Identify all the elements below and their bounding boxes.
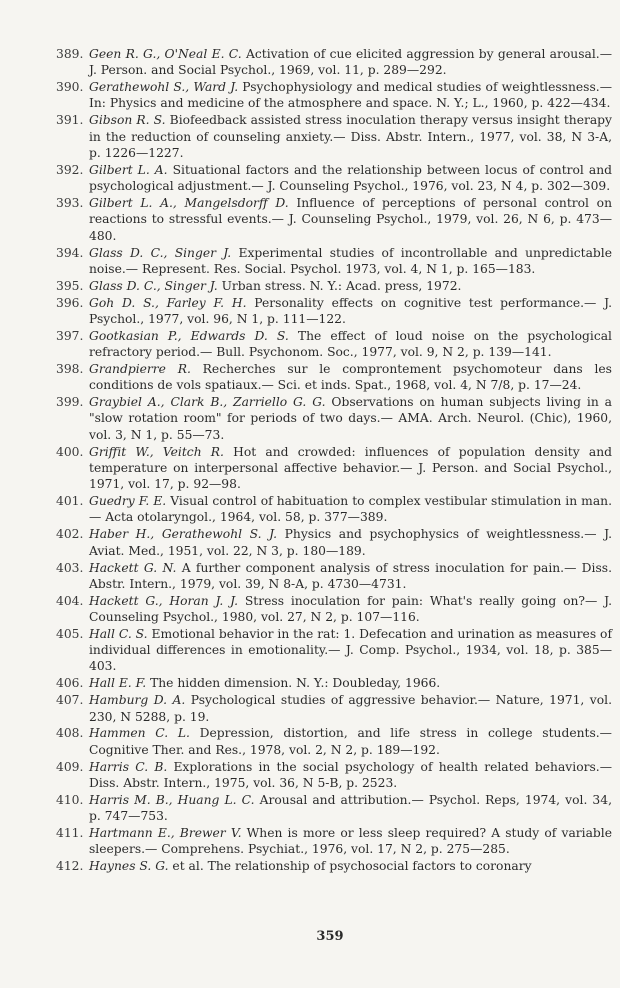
reference-body: Emotional behavior in the rat: 1. Defecation and urination as measures of individual differences in emotionality.— J. Comp. Psychol., 1934, vol. 18, p. 385—403. bbox=[89, 626, 613, 674]
reference-entry bbox=[56, 162, 612, 195]
reference-body: When is more or less sleep required? A study of variable sleepers.— Comprehens. Psychiat., 1976, vol. 17, N 2, p. 275—285. bbox=[89, 826, 612, 857]
reference-number: 410. bbox=[56, 792, 84, 807]
reference-authors: Hall C. S. bbox=[89, 626, 148, 641]
reference-body: Influence of perceptions of personal control on reactions to stressful events.— J. Counseling Psychol., 1979, vol. 26, N 6, p. 473—480. bbox=[89, 196, 613, 243]
reference-text bbox=[89, 858, 612, 874]
reference-body: Visual control of habituation to complex vestibular stimulation in man.— Acta otolaryngol., 1964, vol. 58, p. 377—389. bbox=[89, 494, 612, 525]
reference-authors: Grandpierre R. bbox=[89, 361, 191, 376]
reference-entry bbox=[56, 858, 612, 874]
reference-body: Situational factors and the relationship between locus of control and psychological adjustment.— J. Counseling Psychol., 1976, vol. 23, N 4, p. 302—309. bbox=[89, 162, 613, 194]
reference-body: Stress inoculation for pain: What's really going on?— J. Counseling Psychol., 1980, vol. 27, N 2, p. 107—116. bbox=[89, 593, 612, 624]
reference-body: Personality effects on cognitive test performance.— J. Psychol., 1977, vol. 96, N 1, p. 111—122. bbox=[89, 295, 613, 326]
reference-body: The hidden dimension. N. Y.: Doubleday, 1966. bbox=[146, 676, 441, 691]
reference-text bbox=[89, 593, 612, 626]
reference-body: Biofeedback assisted stress inoculation therapy versus insight therapy in the reduction of counseling anxiety.— Diss. Abstr. Intern., 1977, vol. 38, N 3-A, p. 1226—1227. bbox=[89, 113, 612, 160]
reference-number: 400. bbox=[56, 444, 84, 459]
reference-entry bbox=[56, 526, 612, 559]
reference-number: 405. bbox=[56, 626, 84, 641]
reference-text bbox=[89, 493, 612, 526]
reference-entry bbox=[56, 493, 612, 526]
reference-number: 407. bbox=[56, 693, 84, 708]
reference-text bbox=[89, 245, 612, 278]
reference-entry bbox=[56, 825, 612, 858]
reference-number: 394. bbox=[56, 245, 84, 260]
reference-number: 398. bbox=[56, 361, 84, 376]
reference-entry bbox=[56, 675, 612, 691]
reference-authors: Hammen C. L. bbox=[89, 726, 190, 741]
reference-entry bbox=[56, 593, 612, 626]
reference-body: Psychological studies of aggressive behavior.— Nature, 1971, vol. 230, N 5288, p. 19. bbox=[89, 693, 612, 724]
reference-number: 404. bbox=[56, 593, 84, 608]
reference-authors: Griffit W., Veitch R. bbox=[89, 444, 224, 459]
reference-text bbox=[89, 112, 612, 161]
reference-authors: Gilbert L. A. bbox=[89, 162, 168, 177]
reference-authors: Haber H., Gerathewohl S. J. bbox=[89, 527, 278, 542]
reference-authors: Hackett G. N. bbox=[89, 560, 177, 575]
reference-body: Arousal and attribution.— Psychol. Reps, 1974, vol. 34, p. 747—753. bbox=[89, 792, 612, 824]
reference-text bbox=[89, 675, 612, 691]
reference-text bbox=[89, 162, 612, 195]
reference-number: 389. bbox=[56, 47, 84, 61]
reference-entry bbox=[56, 295, 612, 328]
reference-text bbox=[89, 278, 612, 294]
reference-body: Recherches sur le comprontement psychomoteur dans les conditions de vols spatiaux.— Sci. et inds. Spat., 1968, vol. 4, N 7/8, p. 17—24. bbox=[89, 361, 612, 393]
page-number: 359 bbox=[316, 929, 344, 944]
reference-body: Explorations in the social psychology of health related behaviors.— Diss. Abstr. Intern., 1975, vol. 36, N 5-B, p. 2523. bbox=[89, 759, 612, 790]
reference-entry bbox=[56, 725, 612, 758]
reference-entry bbox=[56, 394, 612, 443]
reference-entry bbox=[56, 444, 612, 493]
reference-list bbox=[56, 46, 612, 875]
reference-body: Observations on human subjects living in a "slow rotation room" for periods of two days.— AMA. Arch. Neurol. (Chic), 1960, vol. 3, N 1, p. 55—73. bbox=[89, 395, 612, 442]
reference-text bbox=[89, 626, 612, 675]
reference-number: 397. bbox=[56, 328, 84, 343]
reference-authors: Gibson R. S. bbox=[89, 113, 166, 128]
reference-entry bbox=[56, 792, 612, 825]
reference-authors: Gilbert L. A., Mangelsdorff D. bbox=[89, 196, 289, 211]
reference-authors: Glass D. C., Singer J. bbox=[89, 245, 232, 260]
reference-entry bbox=[56, 626, 612, 675]
reference-authors: Geen R. G., O'Neal E. C. bbox=[89, 47, 242, 61]
reference-text bbox=[89, 444, 612, 493]
bibliography-page bbox=[56, 46, 612, 875]
reference-body: Hot and crowded: influences of population density and temperature on interpersonal affective behavior.— J. Person. and Social Psychol., 1971, vol. 17, p. 92—98. bbox=[89, 444, 612, 492]
reference-number: 411. bbox=[56, 826, 84, 841]
reference-number: 396. bbox=[56, 295, 84, 310]
reference-authors: Hall E. F. bbox=[89, 676, 147, 691]
reference-text bbox=[89, 195, 612, 244]
reference-text bbox=[89, 295, 612, 328]
reference-text bbox=[89, 825, 612, 858]
reference-number: 403. bbox=[56, 560, 84, 575]
reference-body: et al. The relationship of psychosocial factors to coronary bbox=[168, 859, 532, 874]
reference-body: Experimental studies of incontrollable and unpredictable noise.— Represent. Res. Social. Psychol. 1973, vol. 4, N 1, p. 165—183. bbox=[89, 245, 612, 276]
reference-body: Activation of cue elicited aggression by general arousal.— J. Person. and Social Psychol., 1969, vol. 11, p. 289—292. bbox=[89, 47, 612, 78]
reference-text bbox=[89, 394, 612, 443]
reference-entry bbox=[56, 278, 612, 294]
reference-body: Urban stress. N. Y.: Acad. press, 1972. bbox=[217, 278, 462, 293]
reference-entry bbox=[56, 46, 612, 79]
reference-number: 399. bbox=[56, 395, 84, 410]
reference-text bbox=[89, 79, 612, 112]
reference-entry bbox=[56, 195, 612, 244]
reference-authors: Gootkasian P., Edwards D. S. bbox=[89, 328, 289, 343]
reference-number: 390. bbox=[56, 80, 84, 95]
reference-body: Physics and psychophysics of weightlessness.— J. Aviat. Med., 1951, vol. 22, N 3, p. 180—189. bbox=[89, 527, 612, 558]
reference-number: 391. bbox=[56, 113, 84, 128]
reference-text bbox=[89, 46, 612, 79]
reference-authors: Harris C. B. bbox=[89, 759, 168, 774]
reference-text bbox=[89, 759, 612, 792]
reference-text bbox=[89, 560, 612, 593]
reference-authors: Graybiel A., Clark B., Zarriello G. G. bbox=[89, 395, 326, 410]
reference-number: 406. bbox=[56, 676, 84, 691]
reference-entry bbox=[56, 245, 612, 278]
reference-number: 402. bbox=[56, 527, 84, 542]
reference-number: 408. bbox=[56, 726, 84, 741]
reference-authors: Haynes S. G. bbox=[89, 859, 169, 874]
reference-entry bbox=[56, 692, 612, 725]
reference-authors: Glass D. C., Singer J. bbox=[89, 278, 218, 293]
reference-authors: Goh D. S., Farley F. H. bbox=[89, 295, 247, 310]
reference-authors: Hartmann E., Brewer V. bbox=[89, 826, 242, 841]
reference-number: 393. bbox=[56, 196, 84, 211]
reference-number: 395. bbox=[56, 278, 84, 293]
reference-entry bbox=[56, 361, 612, 394]
reference-text bbox=[89, 725, 612, 758]
reference-text bbox=[89, 328, 612, 361]
reference-number: 412. bbox=[56, 859, 84, 874]
reference-authors: Gerathewohl S., Ward J. bbox=[89, 80, 239, 95]
reference-entry bbox=[56, 79, 612, 112]
reference-entry bbox=[56, 759, 612, 792]
reference-body: A further component analysis of stress inoculation for pain.— Diss. Abstr. Intern., 1979, vol. 39, N 8-A, p. 4730—4731. bbox=[89, 560, 613, 591]
reference-authors: Harris M. B., Huang L. C. bbox=[89, 792, 255, 807]
reference-entry bbox=[56, 328, 612, 361]
reference-body: Depression, distortion, and life stress in college students.— Cognitive Ther. and Res., 1978, vol. 2, N 2, p. 189—192. bbox=[89, 726, 612, 757]
reference-number: 409. bbox=[56, 759, 84, 774]
reference-authors: Guedry F. E. bbox=[89, 494, 167, 509]
reference-text bbox=[89, 361, 612, 394]
reference-number: 401. bbox=[56, 494, 84, 509]
reference-text bbox=[89, 692, 612, 725]
reference-text bbox=[89, 526, 612, 559]
reference-body: The effect of loud noise on the psychological refractory period.— Bull. Psychonom. Soc., 1977, vol. 9, N 2, p. 139—141. bbox=[89, 328, 612, 360]
reference-text bbox=[89, 792, 612, 825]
reference-entry bbox=[56, 560, 612, 593]
reference-authors: Hamburg D. A. bbox=[89, 693, 186, 708]
reference-entry bbox=[56, 112, 612, 161]
reference-authors: Hackett G., Horan J. J. bbox=[89, 593, 239, 608]
reference-number: 392. bbox=[56, 162, 84, 177]
reference-body: Psychophysiology and medical studies of weightlessness.— In: Physics and medicine of the atmosphere and space. N. Y.; L., 1960, p. 422—434. bbox=[89, 80, 612, 111]
